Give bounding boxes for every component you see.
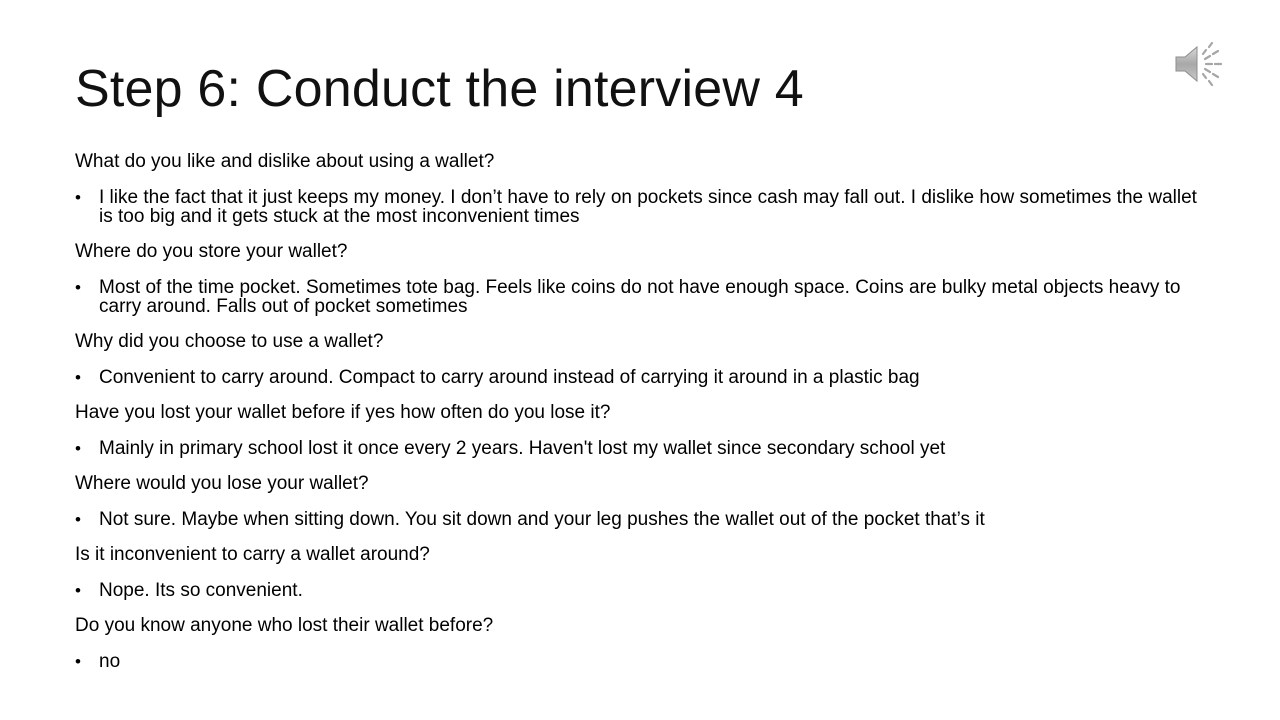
bullet-icon: • xyxy=(75,188,81,207)
bullet-icon: • xyxy=(75,510,81,529)
speaker-icon[interactable] xyxy=(1172,40,1224,88)
bullet-icon: • xyxy=(75,278,81,297)
answer-text: Nope. Its so convenient. xyxy=(99,580,303,601)
answer-text: Not sure. Maybe when sitting down. You sit down and your leg pushes the wallet out of the pocket that’s it xyxy=(99,509,985,530)
bullet-icon: • xyxy=(75,652,81,671)
answer-text: I like the fact that it just keeps my money. I don’t have to rely on pockets since cash may fall out. I dislike how sometimes the wallet is too big and it gets stuck at the most inconvenient times xyxy=(99,187,1197,227)
bullet-icon: • xyxy=(75,368,81,387)
interview-content xyxy=(75,150,1215,685)
answer-2 xyxy=(75,278,1215,316)
answer-1 xyxy=(75,188,1215,226)
answer-7 xyxy=(75,652,1215,671)
question-3: Why did you choose to use a wallet? xyxy=(75,331,384,352)
question-1: What do you like and dislike about using a wallet? xyxy=(75,151,495,172)
question-4: Have you lost your wallet before if yes how often do you lose it? xyxy=(75,402,611,423)
question-7: Do you know anyone who lost their wallet before? xyxy=(75,615,494,636)
bullet-icon: • xyxy=(75,581,81,600)
answer-5 xyxy=(75,510,1215,529)
answer-text: Mainly in primary school lost it once every 2 years. Haven't lost my wallet since secondary school yet xyxy=(99,438,946,459)
answer-6 xyxy=(75,581,1215,600)
answer-3 xyxy=(75,368,1215,387)
question-2: Where do you store your wallet? xyxy=(75,241,348,262)
bullet-icon: • xyxy=(75,439,81,458)
question-5: Where would you lose your wallet? xyxy=(75,473,369,494)
answer-text: Convenient to carry around. Compact to carry around instead of carrying it around in a plastic bag xyxy=(99,367,920,388)
answer-text: no xyxy=(99,651,121,672)
answer-text: Most of the time pocket. Sometimes tote bag. Feels like coins do not have enough space. Coins are bulky metal objects heavy to carry around. Falls out of pocket sometimes xyxy=(99,277,1181,317)
question-6: Is it inconvenient to carry a wallet around? xyxy=(75,544,430,565)
answer-4 xyxy=(75,439,1215,458)
slide-title: Step 6: Conduct the interview 4 xyxy=(75,60,804,118)
